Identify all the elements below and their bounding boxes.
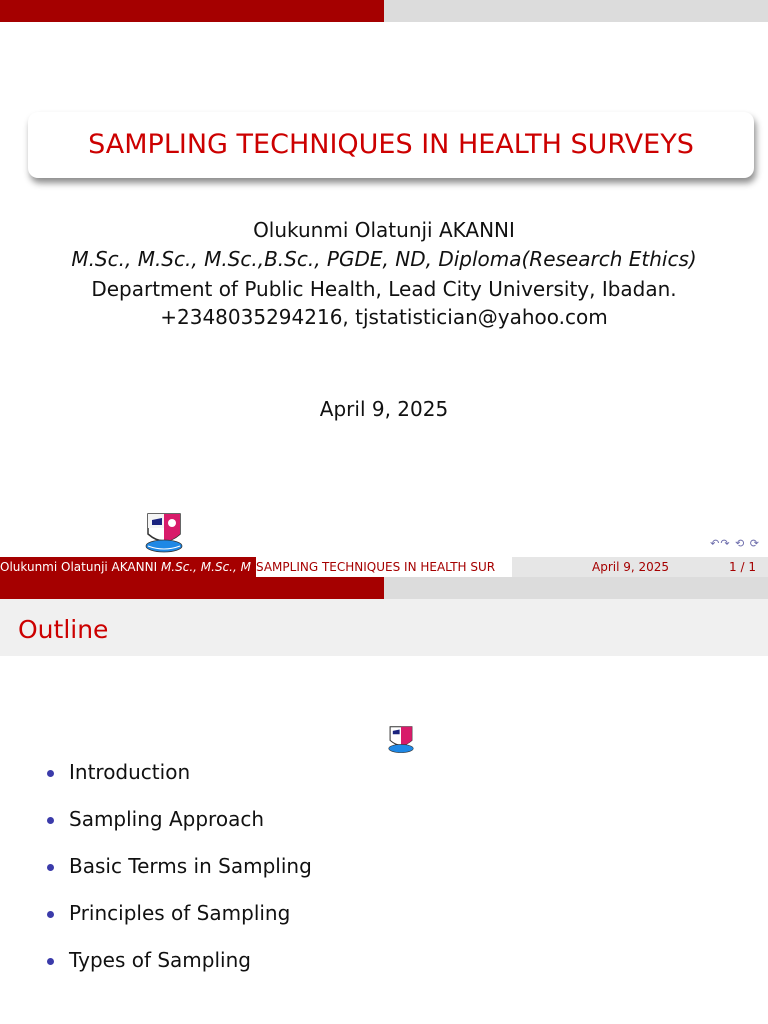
header-bar-2	[0, 577, 768, 599]
outline-item-types: Types of Sampling	[69, 948, 251, 972]
bullet-icon	[47, 958, 54, 965]
bullet-icon	[47, 817, 54, 824]
bullet-icon	[47, 864, 54, 871]
author-contact: +2348035294216, tjstatistician@yahoo.com	[160, 305, 608, 329]
header-bar-red	[0, 0, 384, 22]
author-name: Olukunmi Olatunji AKANNI	[253, 218, 515, 242]
footer-author-degrees: M.Sc., M.Sc., M	[160, 560, 251, 574]
bullet-icon	[47, 911, 54, 918]
footer-date: April 9, 2025	[592, 560, 670, 574]
university-logo-icon	[142, 510, 186, 554]
slide-date: April 9, 2025	[319, 397, 449, 421]
header-bar-2-red	[0, 577, 384, 599]
author-degrees: M.Sc., M.Sc., M.Sc.,B.Sc., PGDE, ND, Diploma(Research Ethics)	[71, 247, 697, 271]
list-item	[0, 807, 768, 854]
outline-heading-bar	[0, 599, 768, 656]
header-bar-gray	[384, 0, 768, 22]
list-item	[0, 854, 768, 901]
footer-author-name: Olukunmi Olatunji AKANNI	[0, 560, 158, 574]
outline-list	[0, 760, 768, 995]
slide-footer	[0, 557, 768, 577]
footer-right	[512, 557, 768, 577]
author-affiliation: Department of Public Health, Lead City University, Ibadan.	[91, 277, 677, 301]
header-bar	[0, 0, 768, 22]
list-item	[0, 760, 768, 807]
navigation-icons[interactable]: ↶↷ ⟲ ⟳	[710, 537, 760, 550]
outline-item-principles: Principles of Sampling	[69, 901, 291, 925]
footer-page-number: 1 / 1	[729, 560, 756, 574]
bullet-icon	[47, 770, 54, 777]
footer-title: SAMPLING TECHNIQUES IN HEALTH SUR	[256, 557, 512, 577]
outline-item-sampling-approach: Sampling Approach	[69, 807, 264, 831]
outline-item-basic-terms: Basic Terms in Sampling	[69, 854, 312, 878]
title-slide	[0, 22, 768, 596]
slide-title: SAMPLING TECHNIQUES IN HEALTH SURVEYS	[88, 129, 694, 160]
header-bar-2-gray	[384, 577, 768, 599]
list-item	[0, 901, 768, 948]
university-logo-small-icon	[386, 724, 416, 754]
footer-author	[0, 557, 256, 577]
list-item	[0, 948, 768, 995]
title-box	[28, 112, 754, 178]
outline-heading: Outline	[18, 615, 109, 644]
outline-item-introduction: Introduction	[69, 760, 191, 784]
